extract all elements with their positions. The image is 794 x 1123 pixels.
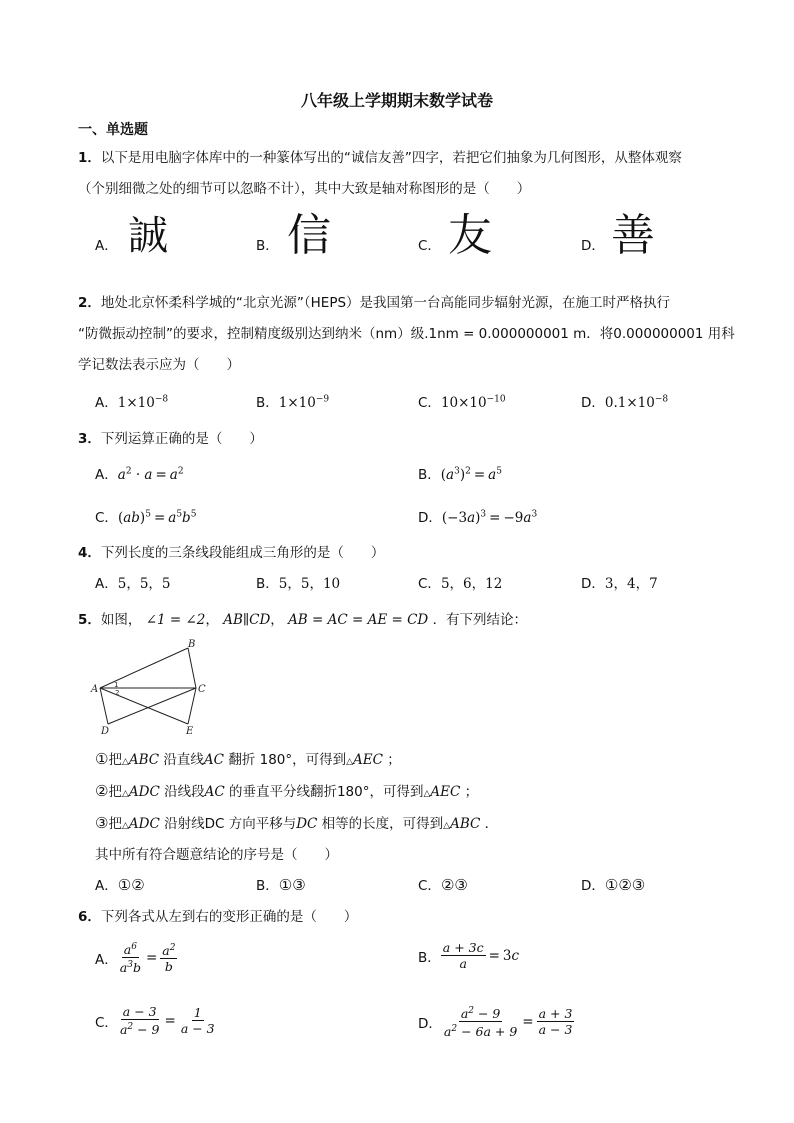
q6-option-b: B． $\frac{a + 3c}{a}$ = 3 c [418,940,520,971]
q2-stem-line1: 2．地处北京怀柔科学城的“北京光源”（HEPS）是我国第一台高能同步辐射光源，在施工时严格执行 [78,295,671,311]
segment-bc [188,648,196,688]
q6-option-c: C． $\frac{a - 3}{a^2 - 9}$ = $\frac{1}{a - 3}$ [95,1004,215,1038]
q2-stem-line2: “防微振动控制”的要求，控制精度级别达到纳米（nm）级.1nm = 0.000000001 m．将0.000000001 用科 [78,326,735,342]
q6-option-a: A． $\frac{a^6}{a^3b}$ = $\frac{a^2}{b}$ [95,942,176,976]
q2-option-b: B．$1\times 10^{-9}$ [256,394,330,411]
q5-figure [88,638,218,738]
q4-option-c: C．5，6，12 [418,576,503,592]
q5-statement-2: ②把△ADC 沿线段AC 的垂直平分线翻折180°，可得到△AEC ； [95,782,479,800]
q5-option-c: C．②③ [418,876,468,894]
q1-option-a-glyph: 誠 [128,213,168,259]
q2-option-d: D．$0.1\times 10^{-8}$ [581,394,669,411]
q3-option-d: D．$(-3a)^3 = -9a^3$ [418,509,538,526]
q4-stem: 4．下列长度的三条线段能组成三角形的是（ ） [78,545,385,561]
page-title: 八年级上学期期末数学试卷 [300,91,493,110]
q3-option-b: B．$(a^3)^2 = a^5$ [418,466,502,483]
q4-option-a: A．5，5，5 [95,576,171,592]
angle-1-label: 1 [114,681,119,689]
q1-option-c-label: C． [418,238,441,254]
segment-ad [100,688,108,724]
q5-option-d: D．①②③ [581,876,646,894]
label-b: B [188,639,196,650]
q5-option-a: A．①② [95,876,145,894]
section-heading: 一、单选题 [78,122,148,138]
q4-option-b: B．5，5，10 [256,576,341,592]
label-a: A [91,684,99,695]
q4-option-d: D．3，4，7 [581,576,658,592]
q6-option-d: D． $\frac{a^2 - 9}{a^2 - 6a + 9}$ = $\frac{a + 3}{a - 3}$ [418,1006,573,1040]
q5-option-b: B．①③ [256,876,306,894]
segment-ae [100,688,188,724]
q5-statement-1: ①把△ABC 沿直线AC 翻折 180°，可得到△AEC ； [95,750,401,768]
q2-option-c: C．$10\times 10^{-10}$ [418,394,506,411]
q3-stem: 3．下列运算正确的是（ ） [78,431,263,447]
q6-stem: 6．下列各式从左到右的变形正确的是（ ） [78,909,358,925]
q1-option-d-glyph: 善 [611,210,655,261]
segment-ce [188,688,196,724]
q1-option-c-glyph: 友 [448,210,492,261]
q1-option-d-label: D． [581,238,605,254]
q1-option-b-label: B． [256,238,279,254]
q5-statement-3: ③把△ADC 沿射线DC 方向平移与DC 相等的长度，可得到△ABC ． [95,814,499,832]
label-c: C [198,684,206,695]
q1-option-b-glyph: 信 [287,210,331,261]
q2-option-a: A．$1\times 10^{-8}$ [95,394,169,411]
q2-stem-line3: 学记数法表示应为（ ） [78,357,240,373]
label-e: E [186,726,194,737]
label-d: D [101,726,110,737]
q1-stem-line1: 1．以下是用电脑字体库中的一种篆体写出的“诚信友善”四字，若把它们抽象为几何图形，从整体观察 [78,150,682,166]
segment-dc [108,688,196,724]
q1-stem-line2: （个别细微之处的细节可以忽略不计），其中大致是轴对称图形的是（ ） [78,181,531,197]
q3-option-c: C．$(ab)^5 = a^5b^5$ [95,509,197,526]
q1-option-a-label: A． [95,238,118,254]
q5-question: 其中所有符合题意结论的序号是（ ） [95,847,338,863]
q5-stem: 5．如图， ∠1 = ∠2， AB∥CD， AB = AC = AE = CD ．有下列结论： [78,612,528,628]
q3-option-a: A．$a^2 \cdot a = a^2$ [95,466,184,483]
angle-2-label: 2 [115,689,120,697]
